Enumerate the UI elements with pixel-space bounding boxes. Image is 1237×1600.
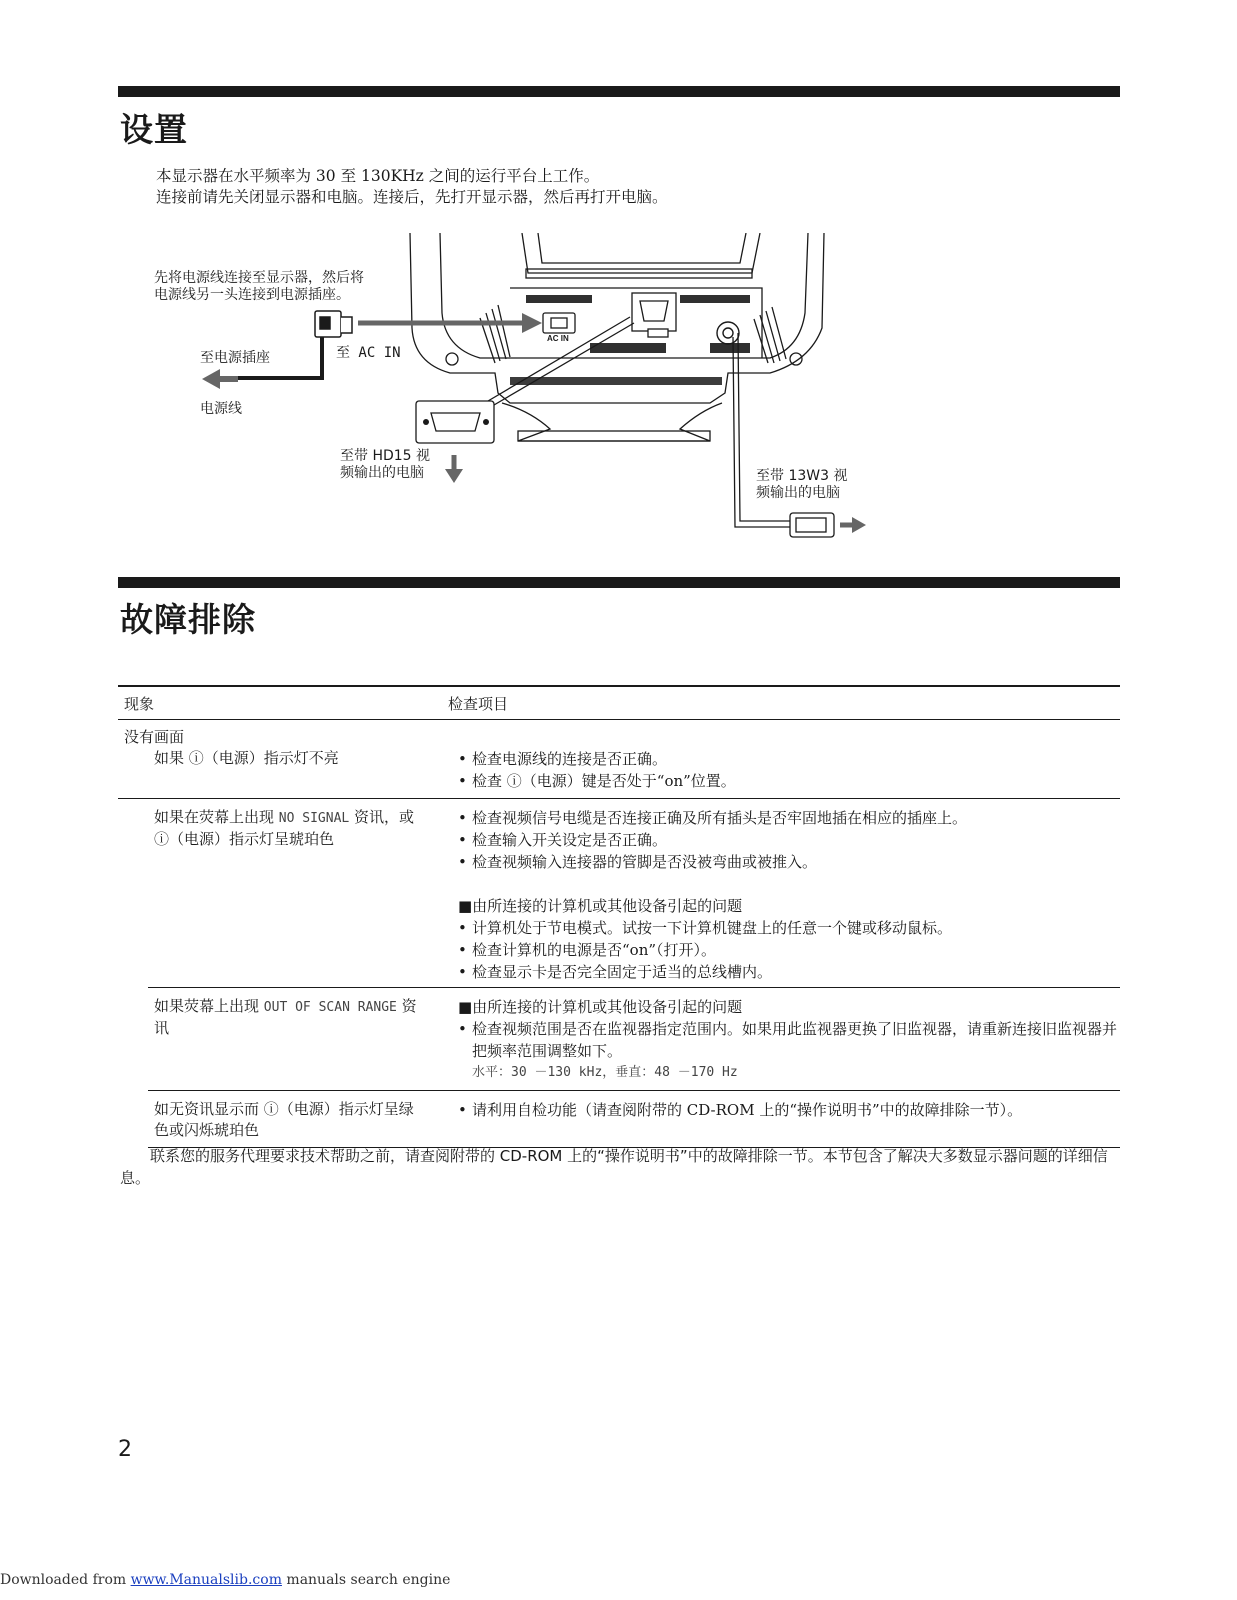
power-instruction-line-2: 电源线另一头连接到电源插座。: [154, 287, 350, 303]
symptom-cell: 如果 ⓘ（电源）指示灯不亮: [154, 749, 339, 767]
check-item: • 检查 ⓘ（电源）键是否处于“on”位置。: [458, 770, 1118, 792]
check-item: • 计算机处于节电模式。试按一下计算机键盘上的任意一个键或移动鼠标。: [458, 917, 1118, 939]
table-row: [148, 1091, 1120, 1148]
footnote-text: 联系您的服务代理要求技术帮助之前，请查阅附带的 CD-ROM 上的“操作说明书”中的故障排除一节。本节包含了解决大多数显示器问题的详细信息。: [120, 1147, 1108, 1187]
troubleshooting-title: 故障排除: [120, 600, 256, 639]
check-item: • 检查输入开关设定是否正确。: [458, 829, 1118, 851]
section-rule-troubleshooting: [118, 577, 1120, 588]
13w3-label-line-1: 至带 13W3 视: [756, 468, 848, 484]
symptom-message: NO SIGNAL: [278, 811, 350, 826]
symptom-message: OUT OF SCAN RANGE: [263, 1000, 397, 1015]
group-title-no-picture: 没有画面: [124, 728, 185, 746]
check-item: • 检查电源线的连接是否正确。: [458, 748, 1118, 770]
download-prefix: Downloaded from: [0, 1572, 131, 1588]
check-cell: [458, 748, 1118, 792]
download-credit: [0, 1572, 450, 1588]
table-row: [148, 799, 1120, 988]
col-symptom-header: 现象: [124, 695, 155, 713]
table-header: [118, 685, 1120, 720]
check-cell: [458, 996, 1118, 1084]
download-suffix: manuals search engine: [281, 1572, 451, 1588]
symptom-text-b: 资讯: [154, 997, 417, 1037]
subsection-title: ■由所连接的计算机或其他设备引起的问题: [458, 897, 743, 915]
manualslib-link[interactable]: www.Manualslib.com: [130, 1572, 282, 1588]
frequency-range: 水平：30 －130 kHz，垂直：48 －170 Hz: [472, 1065, 738, 1080]
power-cord-label: 电源线: [200, 401, 242, 417]
13w3-label-line-2: 频输出的电脑: [756, 485, 840, 501]
check-item: • 检查视频范围是否在监视器指定范围内。如果用此监视器更换了旧监视器，请重新连接旧监视器并把频率范围调整如下。: [458, 1018, 1118, 1062]
symptom-text-a: 如果荧幕上出现: [154, 997, 260, 1015]
check-cell: [458, 807, 1118, 983]
troubleshooting-table: [118, 685, 1120, 1148]
section-rule-setup: [118, 86, 1120, 97]
subsection-title: ■由所连接的计算机或其他设备引起的问题: [458, 998, 743, 1016]
check-item: • 检查显示卡是否完全固定于适当的总线槽内。: [458, 961, 1118, 983]
hd15-label-line-1: 至带 HD15 视: [340, 448, 431, 464]
check-item: • 检查视频输入连接器的管脚是否没被弯曲或被推入。: [458, 851, 1118, 873]
hd15-label-line-2: 频输出的电脑: [340, 465, 424, 481]
check-item: • 请利用自检功能（请查阅附带的 CD-ROM 上的“操作说明书”中的故障排除一节）。: [458, 1099, 1118, 1121]
intro-line-2: 连接前请先关闭显示器和电脑。连接后，先打开显示器，然后再打开电脑。: [156, 188, 668, 206]
symptom-cell: [154, 996, 424, 1039]
check-cell: [458, 1099, 1118, 1121]
ac-in-socket-label: AC IN: [547, 334, 569, 343]
col-check-header: 检查项目: [448, 695, 509, 713]
power-instruction-line-1: 先将电源线连接至显示器，然后将: [154, 270, 364, 286]
connection-diagram: [150, 233, 890, 563]
symptom-cell: [154, 807, 424, 850]
to-ac-in-label: 至 AC IN: [336, 345, 401, 361]
symptom-text-b: 资讯，或 ⓘ（电源）指示灯呈琥珀色: [154, 808, 415, 848]
symptom-text-a: 如果在荧幕上出现: [154, 808, 275, 826]
check-item: • 检查计算机的电源是否“on”（打开）。: [458, 939, 1118, 961]
symptom-cell: 如无资讯显示而 ⓘ（电源）指示灯呈绿色或闪烁琥珀色: [154, 1100, 414, 1139]
to-outlet-label: 至电源插座: [200, 350, 270, 366]
setup-title: 设置: [120, 110, 188, 149]
check-item: • 检查视频信号电缆是否连接正确及所有插头是否牢固地插在相应的插座上。: [458, 807, 1118, 829]
table-row: [148, 988, 1120, 1091]
page-number: 2: [118, 1437, 132, 1462]
setup-intro: [156, 166, 668, 208]
support-footnote: [120, 1145, 1122, 1189]
table-row: [118, 720, 1120, 799]
intro-line-1: 本显示器在水平频率为 30 至 130KHz 之间的运行平台上工作。: [156, 167, 600, 185]
